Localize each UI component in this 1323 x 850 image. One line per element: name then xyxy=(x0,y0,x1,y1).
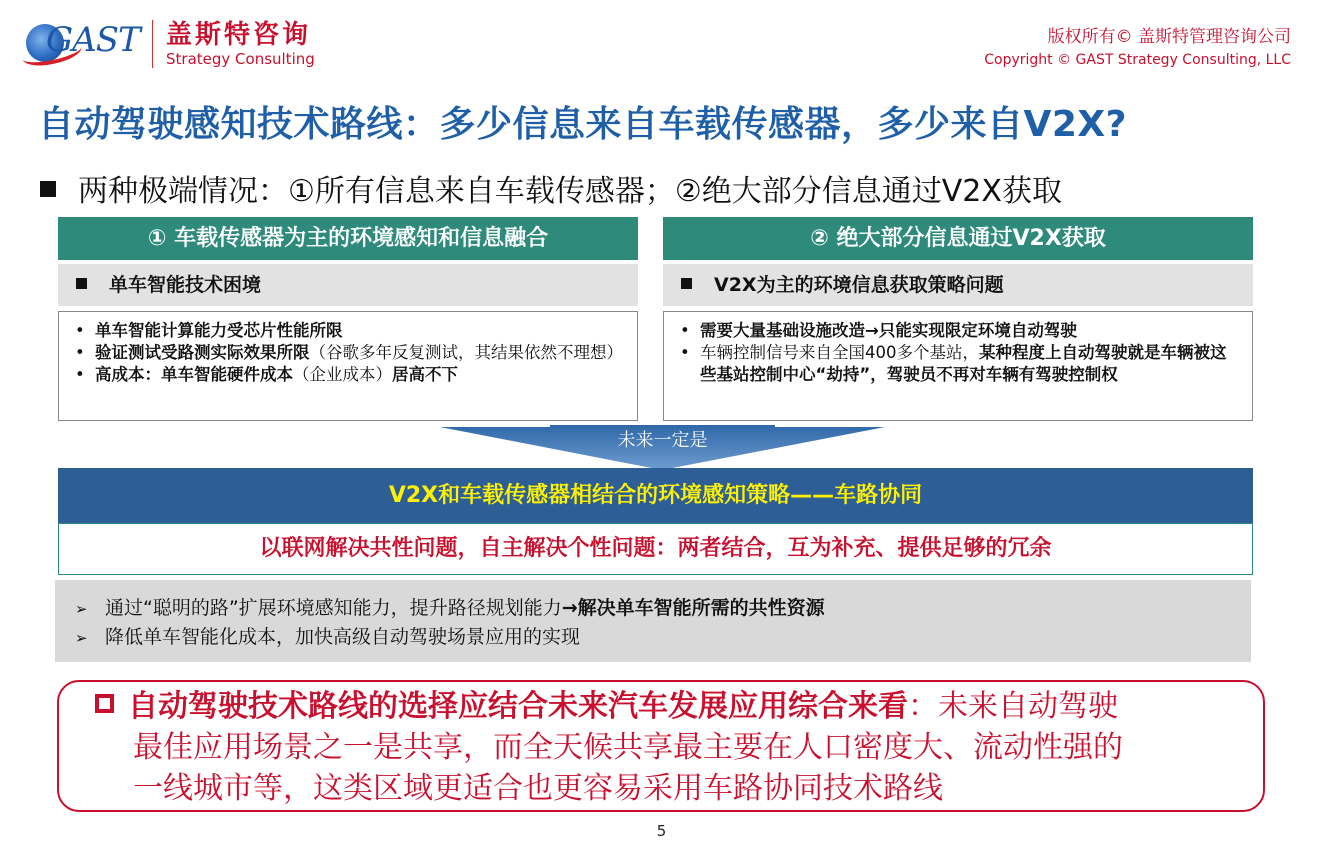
logo-text: GAST xyxy=(46,20,140,60)
list-item-bold: 单车智能计算能力受芯片性能所限 xyxy=(95,321,343,340)
arrow-bullet-icon: ➢ xyxy=(75,600,88,618)
summary-text xyxy=(95,686,1240,809)
left-sub-text: 单车智能技术困境 xyxy=(109,274,262,296)
copyright-en: Copyright © GAST Strategy Consulting, LLC xyxy=(984,52,1291,68)
list-item xyxy=(95,364,625,386)
hollow-square-bullet-icon xyxy=(95,694,114,713)
right-column-body xyxy=(663,311,1253,421)
list-item-bold: 某种程度上自动驾驶就是车辆被这些基站控制中心“劫持”，驾驶员不再对车辆有驾驶控制权 xyxy=(700,343,1227,384)
summary-rest: 最佳应用场景之一是共享，而全天候共享最主要在人口密度大、流动性强的 xyxy=(133,730,1123,765)
right-sub-text: V2X为主的环境信息获取策略问题 xyxy=(714,274,1004,296)
square-bullet-icon xyxy=(681,278,692,289)
list-item-bold: 高成本：单车智能硬件成本 xyxy=(95,365,293,384)
list-item-text: （谷歌多年反复测试，其结果依然不理想） xyxy=(309,343,623,362)
right-column-subheader xyxy=(663,264,1253,306)
arrow-label: 未来一定是 xyxy=(617,430,708,451)
brand-name-en: Strategy Consulting xyxy=(166,50,315,68)
brand-name-cn: 盖斯特咨询 xyxy=(166,20,312,50)
list-item-bold: 需要大量基础设施改造→只能实现限定环境自动驾驶 xyxy=(700,321,1077,340)
list-item xyxy=(95,320,625,342)
right-column xyxy=(663,217,1253,421)
list-item-bold: 验证测试受路测实际效果所限 xyxy=(95,343,310,362)
summary-bold: 自动驾驶技术路线的选择应结合未来汽车发展应用综合来看 xyxy=(128,689,908,724)
slide-title: 自动驾驶感知技术路线：多少信息来自车载传感器，多少来自V2X? xyxy=(38,104,1128,145)
left-column-body xyxy=(58,311,638,421)
list-item-text: 车辆控制信号来自全国400多个基站， xyxy=(700,343,979,362)
list-item-text: （企业成本） xyxy=(293,365,392,384)
list-item xyxy=(700,320,1240,342)
summary-rest: ：未来自动驾驶 xyxy=(908,689,1118,724)
notes-text: 通过“聪明的路”扩展环境感知能力，提升路径规划能力 xyxy=(105,597,562,619)
notes-box xyxy=(55,580,1251,662)
summary-rest: 一线城市等，这类区域更适合也更容易采用车路协同技术路线 xyxy=(133,771,943,806)
conclusion-body: 以联网解决共性问题，自主解决个性问题：两者结合，互为补充、提供足够的冗余 xyxy=(58,523,1253,575)
intro-text: 两种极端情况：①所有信息来自车载传感器；②绝大部分信息通过V2X获取 xyxy=(78,174,1062,209)
arrow-bullet-icon: ➢ xyxy=(75,629,88,647)
copyright-cn: 版权所有© 盖斯特管理咨询公司 xyxy=(1047,27,1291,47)
list-item-bold: 居高不下 xyxy=(392,365,458,384)
notes-text: 降低单车智能化成本，加快高级自动驾驶场景应用的实现 xyxy=(105,626,581,648)
square-bullet-icon xyxy=(40,181,56,197)
intro-line xyxy=(40,166,1062,210)
left-column xyxy=(58,217,638,421)
square-bullet-icon xyxy=(76,278,87,289)
left-column-subheader xyxy=(58,264,638,306)
left-column-header: ① 车载传感器为主的环境感知和信息融合 xyxy=(58,217,638,260)
notes-line xyxy=(75,594,1251,623)
list-item xyxy=(700,342,1240,386)
notes-text-bold: →解决单车智能所需的共性资源 xyxy=(561,597,825,619)
list-item xyxy=(95,342,625,364)
gast-logo xyxy=(22,12,152,68)
page-number: 5 xyxy=(656,822,667,840)
conclusion-header: V2X和车载传感器相结合的环境感知策略——车路协同 xyxy=(58,468,1253,523)
header-divider xyxy=(152,20,153,68)
right-column-header: ② 绝大部分信息通过V2X获取 xyxy=(663,217,1253,260)
notes-line xyxy=(75,623,1251,652)
